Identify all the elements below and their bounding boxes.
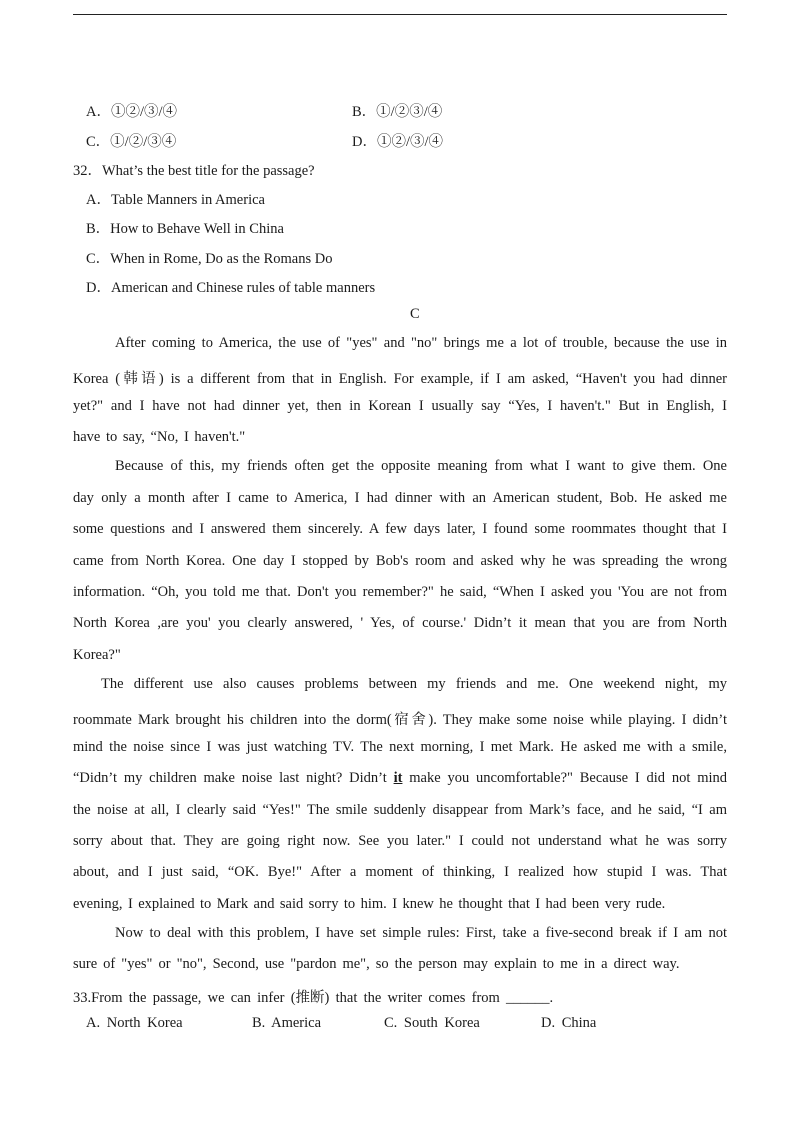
p3-text-pre: “Didn’t my children make noise last night? Didn’t xyxy=(73,770,387,786)
q32-option-d[interactable]: D．American and Chinese rules of table manners xyxy=(86,280,376,296)
q33-option-d[interactable]: D. China xyxy=(541,1015,597,1031)
q33-option-c[interactable]: C. South Korea xyxy=(384,1015,480,1031)
q32-option-b[interactable]: B．How to Behave Well in China xyxy=(86,221,284,237)
p3-line: mind the noise since I was just watching TV. The next morning, I met Mark. He asked me with a smile, xyxy=(73,739,727,755)
q32-question: 32．What’s the best title for the passage? xyxy=(73,163,315,179)
q33-question: 33.From the passage, we can infer (推断) that the writer comes from ______. xyxy=(73,990,554,1006)
p1-line: yet?" and I have not had dinner yet, then in Korean I usually say “Yes, I haven't." But in English, I xyxy=(73,398,727,414)
p3-line-last: evening, I explained to Mark and said sorry to him. I knew he thought that I had been very rude. xyxy=(73,896,666,912)
p1-line-last: have to say, “No, I haven't." xyxy=(73,429,246,445)
p2-line: Because of this, my friends often get the opposite meaning from what I want to give them. One xyxy=(115,458,727,474)
p3-line: the noise at all, I clearly said “Yes!" The smile suddenly disappear from Mark’s face, and he said, “I am xyxy=(73,802,727,818)
q31-option-a[interactable]: A．①②/③/④ xyxy=(86,104,178,120)
q33-option-a[interactable]: A. North Korea xyxy=(86,1015,183,1031)
p3-line: The different use also causes problems between my friends and me. One weekend night, my xyxy=(101,676,727,692)
p2-line: some questions and I answered them sincerely. A few days later, I found some roommates thought that I xyxy=(73,521,727,537)
p1-line: After coming to America, the use of "yes" and "no" brings me a lot of trouble, because the use in xyxy=(115,335,727,351)
p3-line: about, and I just said, “OK. Bye!" After a moment of thinking, I realized how stupid I was. That xyxy=(73,864,727,880)
header-rule xyxy=(73,14,727,15)
p2-line: day only a month after I came to America, I had dinner with an American student, Bob. He asked me xyxy=(73,490,727,506)
p4-line-last: sure of "yes" or "no", Second, use "pardon me", so the person may explain to me in a direct way. xyxy=(73,956,680,972)
q33-option-b[interactable]: B. America xyxy=(252,1015,322,1031)
p2-line: information. “Oh, you told me that. Don't you remember?" he said, “When I asked you 'You are not from xyxy=(73,584,727,600)
q32-option-a[interactable]: A．Table Manners in America xyxy=(86,192,265,208)
p3-line: roommate Mark brought his children into the dorm(宿舍). They make some noise while playing. I didn’t xyxy=(73,712,727,728)
p3-text-post: make you uncomfortable?" Because I did not mind xyxy=(409,770,728,786)
q31-option-b[interactable]: B．①/②③/④ xyxy=(352,104,443,120)
q31-option-c[interactable]: C．①/②/③④ xyxy=(86,134,177,150)
p3-line: sorry about that. They are going right now. See you later." I could not understand what he was sorry xyxy=(73,833,727,849)
q31-option-d[interactable]: D．①②/③/④ xyxy=(352,134,444,150)
q32-option-c[interactable]: C．When in Rome, Do as the Romans Do xyxy=(86,251,333,267)
p3-line-underlined xyxy=(73,770,727,787)
underlined-word-it: it xyxy=(393,770,403,786)
p2-line: North Korea ,are you' you clearly answered, ' Yes, of course.' Didn’t it mean that you are from North xyxy=(73,615,727,631)
p2-line-last: Korea?" xyxy=(73,647,121,663)
p1-line: Korea (韩语) is a different from that in English. For example, if I am asked, “Haven't you had dinner xyxy=(73,371,727,387)
p2-line: came from North Korea. One day I stopped by Bob's room and asked why he was spreading the wrong xyxy=(73,553,727,569)
p4-line: Now to deal with this problem, I have set simple rules: First, take a five-second break if I am not xyxy=(115,925,727,941)
section-label: C xyxy=(410,306,420,322)
